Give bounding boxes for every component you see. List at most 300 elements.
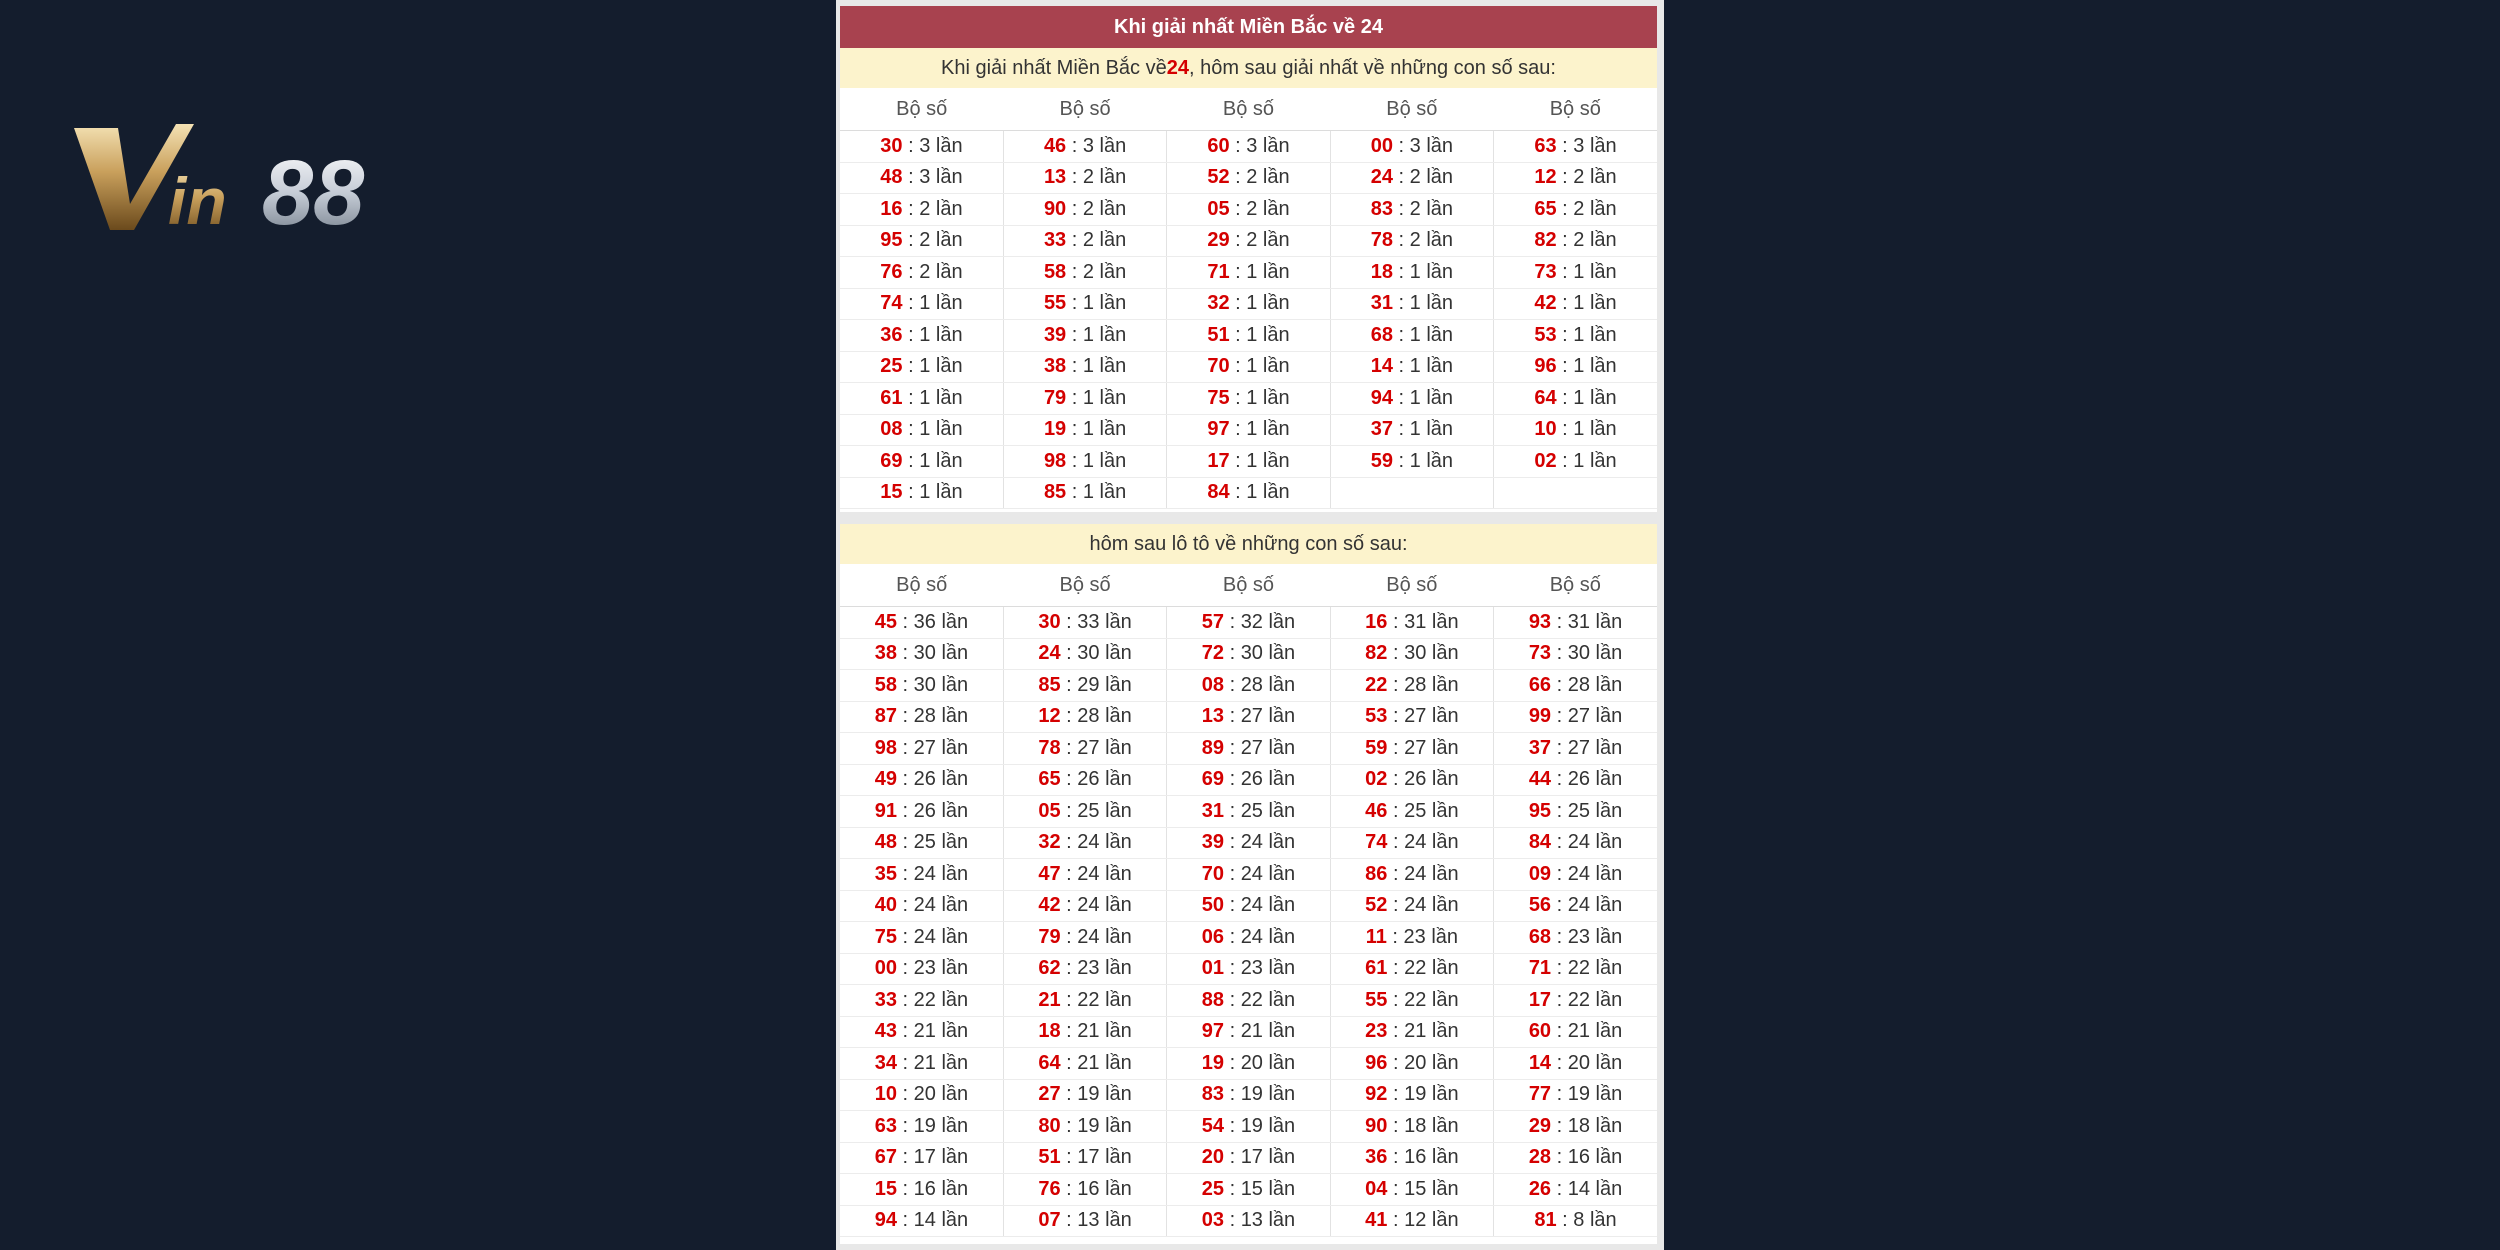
vin88-logo bbox=[72, 118, 452, 248]
lottery-number: 43 bbox=[874, 1020, 897, 1043]
number-cell: 78 : 2 lần bbox=[1330, 225, 1493, 257]
section-subtitle bbox=[840, 48, 1657, 88]
lottery-number: 86 bbox=[1365, 862, 1388, 885]
number-cell: 49 : 26 lần bbox=[840, 764, 1003, 796]
number-cell: 20 : 17 lần bbox=[1167, 1142, 1330, 1174]
occurrence-count: 19 lần bbox=[1404, 1083, 1459, 1106]
occurrence-count: 28 lần bbox=[1404, 673, 1459, 696]
occurrence-count: 24 lần bbox=[1240, 862, 1296, 885]
table-row bbox=[840, 827, 1657, 859]
number-cell: 99 : 27 lần bbox=[1494, 701, 1657, 733]
occurrence-count: 26 lần bbox=[913, 799, 969, 822]
lottery-number: 38 bbox=[874, 642, 897, 665]
occurrence-count: 19 lần bbox=[1240, 1114, 1296, 1137]
occurrence-count: 2 lần bbox=[1082, 260, 1127, 283]
lottery-number: 57 bbox=[1201, 610, 1225, 633]
occurrence-count: 30 lần bbox=[1077, 642, 1132, 665]
lottery-number: 54 bbox=[1201, 1114, 1225, 1137]
occurrence-count: 23 lần bbox=[1567, 925, 1623, 948]
number-cell: 38 : 1 lần bbox=[1003, 351, 1166, 383]
lottery-number: 14 bbox=[1370, 355, 1393, 378]
lottery-number: 18 bbox=[1370, 260, 1393, 283]
number-cell: 89 : 27 lần bbox=[1167, 733, 1330, 765]
occurrence-count: 32 lần bbox=[1240, 610, 1296, 633]
occurrence-count: 22 lần bbox=[1240, 988, 1296, 1011]
table-row bbox=[840, 288, 1657, 320]
occurrence-count: 23 lần bbox=[913, 957, 969, 980]
occurrence-count: 26 lần bbox=[1567, 768, 1623, 791]
occurrence-count: 24 lần bbox=[1567, 862, 1623, 885]
lottery-number: 68 bbox=[1528, 925, 1552, 948]
occurrence-count: 2 lần bbox=[919, 260, 963, 283]
table-row bbox=[840, 446, 1657, 478]
occurrence-count: 16 lần bbox=[1077, 1177, 1132, 1200]
lo-to-table bbox=[840, 564, 1657, 1237]
occurrence-count: 33 lần bbox=[1077, 610, 1132, 633]
number-cell: 04 : 15 lần bbox=[1330, 1174, 1493, 1206]
lottery-number: 88 bbox=[1201, 988, 1225, 1011]
lottery-number: 76 bbox=[1038, 1177, 1061, 1200]
number-cell: 46 : 25 lần bbox=[1330, 796, 1493, 828]
table-row bbox=[840, 953, 1657, 985]
number-cell: 36 : 16 lần bbox=[1330, 1142, 1493, 1174]
occurrence-count: 1 lần bbox=[1573, 292, 1617, 315]
lottery-number: 36 bbox=[880, 323, 903, 346]
column-header: Bộ số bbox=[1330, 88, 1493, 131]
number-cell: 46 : 3 lần bbox=[1003, 131, 1166, 163]
lottery-number: 71 bbox=[1207, 260, 1230, 283]
number-cell: 63 : 19 lần bbox=[840, 1111, 1003, 1143]
number-cell: 00 : 3 lần bbox=[1330, 131, 1493, 163]
number-cell: 37 : 1 lần bbox=[1330, 414, 1493, 446]
lottery-number: 34 bbox=[874, 1051, 897, 1074]
number-cell: 96 : 1 lần bbox=[1494, 351, 1657, 383]
table-row bbox=[840, 1016, 1657, 1048]
occurrence-count: 18 lần bbox=[1404, 1114, 1459, 1137]
occurrence-count: 13 lần bbox=[1240, 1209, 1296, 1232]
lottery-number: 30 bbox=[880, 134, 903, 157]
lottery-number: 23 bbox=[1365, 1020, 1388, 1043]
number-cell: 53 : 27 lần bbox=[1330, 701, 1493, 733]
column-header: Bộ số bbox=[1003, 564, 1166, 607]
occurrence-count: 28 lần bbox=[1240, 673, 1296, 696]
lottery-number: 00 bbox=[874, 957, 897, 980]
lottery-number: 09 bbox=[1528, 862, 1552, 885]
lottery-number: 90 bbox=[1043, 197, 1067, 220]
occurrence-count: 3 lần bbox=[1246, 134, 1290, 157]
column-header: Bộ số bbox=[840, 88, 1003, 131]
lottery-number: 48 bbox=[874, 831, 897, 854]
number-cell: 93 : 31 lần bbox=[1494, 607, 1657, 639]
lottery-number: 97 bbox=[1207, 418, 1230, 441]
occurrence-count: 1 lần bbox=[919, 323, 963, 346]
number-cell: 13 : 27 lần bbox=[1167, 701, 1330, 733]
number-cell: 86 : 24 lần bbox=[1330, 859, 1493, 891]
number-cell: 17 : 22 lần bbox=[1494, 985, 1657, 1017]
number-cell: 08 : 1 lần bbox=[840, 414, 1003, 446]
lottery-number: 36 bbox=[1365, 1146, 1388, 1169]
occurrence-count: 2 lần bbox=[1573, 197, 1617, 220]
number-cell: 14 : 20 lần bbox=[1494, 1048, 1657, 1080]
number-cell: 75 : 1 lần bbox=[1167, 383, 1330, 415]
number-cell: 61 : 22 lần bbox=[1330, 953, 1493, 985]
number-cell: 98 : 27 lần bbox=[840, 733, 1003, 765]
number-cell: 12 : 28 lần bbox=[1003, 701, 1166, 733]
occurrence-count: 21 lần bbox=[913, 1051, 969, 1074]
table-row bbox=[840, 733, 1657, 765]
column-header: Bộ số bbox=[1003, 88, 1166, 131]
number-cell: 95 : 25 lần bbox=[1494, 796, 1657, 828]
number-cell: 54 : 19 lần bbox=[1167, 1111, 1330, 1143]
number-cell: 15 : 1 lần bbox=[840, 477, 1003, 509]
occurrence-count: 2 lần bbox=[1246, 229, 1290, 252]
number-cell: 39 : 1 lần bbox=[1003, 320, 1166, 352]
number-cell: 35 : 24 lần bbox=[840, 859, 1003, 891]
occurrence-count: 20 lần bbox=[1567, 1051, 1623, 1074]
number-cell: 18 : 21 lần bbox=[1003, 1016, 1166, 1048]
lottery-number: 65 bbox=[1038, 768, 1061, 791]
number-cell: 97 : 21 lần bbox=[1167, 1016, 1330, 1048]
lottery-number: 75 bbox=[1207, 386, 1230, 409]
lottery-number: 63 bbox=[1534, 134, 1557, 157]
number-cell: 71 : 22 lần bbox=[1494, 953, 1657, 985]
occurrence-count: 28 lần bbox=[1567, 673, 1623, 696]
occurrence-count: 20 lần bbox=[1240, 1051, 1296, 1074]
occurrence-count: 2 lần bbox=[1082, 166, 1127, 189]
occurrence-count: 1 lần bbox=[1246, 386, 1290, 409]
occurrence-count: 16 lần bbox=[1404, 1146, 1459, 1169]
number-cell: 08 : 28 lần bbox=[1167, 670, 1330, 702]
occurrence-count: 21 lần bbox=[913, 1020, 969, 1043]
lottery-number: 97 bbox=[1201, 1020, 1225, 1043]
occurrence-count: 30 lần bbox=[1567, 642, 1623, 665]
number-cell: 74 : 1 lần bbox=[840, 288, 1003, 320]
lottery-number: 10 bbox=[874, 1083, 897, 1106]
occurrence-count: 18 lần bbox=[1567, 1114, 1623, 1137]
number-cell: 05 : 25 lần bbox=[1003, 796, 1166, 828]
occurrence-count: 1 lần bbox=[1246, 481, 1290, 504]
occurrence-count: 19 lần bbox=[913, 1114, 969, 1137]
lottery-number: 69 bbox=[880, 449, 903, 472]
table-row bbox=[840, 890, 1657, 922]
lottery-number: 07 bbox=[1038, 1209, 1061, 1232]
lottery-number: 74 bbox=[1365, 831, 1388, 854]
lottery-number: 91 bbox=[874, 799, 897, 822]
lottery-number: 21 bbox=[1038, 988, 1061, 1011]
number-cell: 72 : 30 lần bbox=[1167, 638, 1330, 670]
occurrence-count: 25 lần bbox=[1404, 799, 1459, 822]
table-row bbox=[840, 764, 1657, 796]
number-cell bbox=[1494, 477, 1657, 509]
number-cell: 95 : 2 lần bbox=[840, 225, 1003, 257]
number-cell: 41 : 12 lần bbox=[1330, 1205, 1493, 1237]
occurrence-count: 15 lần bbox=[1404, 1177, 1459, 1200]
number-cell: 05 : 2 lần bbox=[1167, 194, 1330, 226]
lottery-number: 25 bbox=[880, 355, 903, 378]
lottery-number: 71 bbox=[1528, 957, 1552, 980]
number-cell: 79 : 24 lần bbox=[1003, 922, 1166, 954]
lottery-number: 16 bbox=[1365, 610, 1388, 633]
number-cell: 97 : 1 lần bbox=[1167, 414, 1330, 446]
lottery-number: 58 bbox=[1043, 260, 1067, 283]
lottery-number: 74 bbox=[880, 292, 903, 315]
lottery-number: 26 bbox=[1528, 1177, 1552, 1200]
number-cell: 32 : 24 lần bbox=[1003, 827, 1166, 859]
occurrence-count: 1 lần bbox=[1409, 386, 1454, 409]
occurrence-count: 30 lần bbox=[1240, 642, 1296, 665]
occurrence-count: 1 lần bbox=[919, 449, 963, 472]
occurrence-count: 24 lần bbox=[913, 925, 969, 948]
lottery-number: 28 bbox=[1528, 1146, 1552, 1169]
occurrence-count: 23 lần bbox=[1403, 925, 1459, 948]
occurrence-count: 1 lần bbox=[1573, 260, 1617, 283]
lottery-number: 10 bbox=[1534, 418, 1557, 441]
occurrence-count: 1 lần bbox=[1082, 449, 1127, 472]
number-cell: 76 : 2 lần bbox=[840, 257, 1003, 289]
number-cell: 84 : 24 lần bbox=[1494, 827, 1657, 859]
number-cell: 12 : 2 lần bbox=[1494, 162, 1657, 194]
lottery-number: 79 bbox=[1038, 925, 1061, 948]
table-row bbox=[840, 670, 1657, 702]
occurrence-count: 24 lần bbox=[1077, 925, 1132, 948]
lottery-number: 31 bbox=[1201, 799, 1225, 822]
lottery-number: 41 bbox=[1365, 1209, 1388, 1232]
occurrence-count: 31 lần bbox=[1567, 610, 1623, 633]
lottery-number: 19 bbox=[1201, 1051, 1225, 1074]
number-cell: 67 : 17 lần bbox=[840, 1142, 1003, 1174]
occurrence-count: 21 lần bbox=[1077, 1051, 1132, 1074]
number-cell: 96 : 20 lần bbox=[1330, 1048, 1493, 1080]
section-title: Khi giải nhất Miền Bắc về 24 bbox=[840, 6, 1657, 48]
lottery-number: 37 bbox=[1370, 418, 1393, 441]
occurrence-count: 1 lần bbox=[1246, 260, 1290, 283]
number-cell: 38 : 30 lần bbox=[840, 638, 1003, 670]
number-cell: 84 : 1 lần bbox=[1167, 477, 1330, 509]
table-row bbox=[840, 257, 1657, 289]
number-cell: 16 : 31 lần bbox=[1330, 607, 1493, 639]
number-cell: 75 : 24 lần bbox=[840, 922, 1003, 954]
number-cell: 73 : 1 lần bbox=[1494, 257, 1657, 289]
occurrence-count: 1 lần bbox=[1573, 418, 1617, 441]
lottery-number: 01 bbox=[1201, 957, 1225, 980]
occurrence-count: 1 lần bbox=[1246, 355, 1290, 378]
number-cell: 19 : 1 lần bbox=[1003, 414, 1166, 446]
lottery-number: 70 bbox=[1207, 355, 1230, 378]
number-cell: 02 : 26 lần bbox=[1330, 764, 1493, 796]
lottery-number: 44 bbox=[1528, 768, 1552, 791]
lottery-number: 03 bbox=[1201, 1209, 1225, 1232]
lottery-number: 33 bbox=[874, 988, 897, 1011]
occurrence-count: 27 lần bbox=[1404, 705, 1459, 728]
number-cell: 00 : 23 lần bbox=[840, 953, 1003, 985]
lottery-number: 96 bbox=[1534, 355, 1557, 378]
first-prize-table bbox=[840, 88, 1657, 509]
occurrence-count: 24 lần bbox=[1077, 831, 1132, 854]
lottery-number: 39 bbox=[1043, 323, 1067, 346]
number-cell: 58 : 2 lần bbox=[1003, 257, 1166, 289]
number-cell: 51 : 1 lần bbox=[1167, 320, 1330, 352]
number-cell: 92 : 19 lần bbox=[1330, 1079, 1493, 1111]
number-cell: 56 : 24 lần bbox=[1494, 890, 1657, 922]
lottery-number: 11 bbox=[1365, 925, 1387, 948]
number-cell: 43 : 21 lần bbox=[840, 1016, 1003, 1048]
number-cell: 66 : 28 lần bbox=[1494, 670, 1657, 702]
occurrence-count: 1 lần bbox=[1409, 323, 1454, 346]
occurrence-count: 21 lần bbox=[1567, 1020, 1623, 1043]
lottery-number: 85 bbox=[1043, 481, 1067, 504]
occurrence-count: 3 lần bbox=[919, 134, 963, 157]
lottery-number: 05 bbox=[1207, 197, 1230, 220]
lottery-number: 17 bbox=[1207, 449, 1230, 472]
lottery-number: 35 bbox=[874, 862, 897, 885]
number-cell: 11 : 23 lần bbox=[1330, 922, 1493, 954]
number-cell: 15 : 16 lần bbox=[840, 1174, 1003, 1206]
lottery-number: 62 bbox=[1038, 957, 1061, 980]
lottery-number: 95 bbox=[1528, 799, 1552, 822]
lottery-number: 05 bbox=[1038, 799, 1061, 822]
lottery-number: 69 bbox=[1201, 768, 1225, 791]
occurrence-count: 2 lần bbox=[919, 229, 963, 252]
lottery-number: 94 bbox=[874, 1209, 897, 1232]
lottery-number: 46 bbox=[1043, 134, 1067, 157]
occurrence-count: 20 lần bbox=[1404, 1051, 1459, 1074]
number-cell: 42 : 1 lần bbox=[1494, 288, 1657, 320]
occurrence-count: 25 lần bbox=[1567, 799, 1623, 822]
occurrence-count: 27 lần bbox=[1240, 705, 1296, 728]
number-cell: 85 : 1 lần bbox=[1003, 477, 1166, 509]
number-cell: 07 : 13 lần bbox=[1003, 1205, 1166, 1237]
lottery-number: 29 bbox=[1528, 1114, 1552, 1137]
lottery-number: 29 bbox=[1207, 229, 1230, 252]
table-row bbox=[840, 225, 1657, 257]
lottery-number: 51 bbox=[1038, 1146, 1061, 1169]
occurrence-count: 27 lần bbox=[1077, 736, 1132, 759]
number-cell: 94 : 1 lần bbox=[1330, 383, 1493, 415]
table-row bbox=[840, 383, 1657, 415]
occurrence-count: 14 lần bbox=[913, 1209, 969, 1232]
table-row bbox=[840, 131, 1657, 163]
lottery-number: 80 bbox=[1038, 1114, 1061, 1137]
number-cell: 65 : 2 lần bbox=[1494, 194, 1657, 226]
occurrence-count: 19 lần bbox=[1567, 1083, 1623, 1106]
table-row bbox=[840, 985, 1657, 1017]
occurrence-count: 28 lần bbox=[913, 705, 969, 728]
lottery-number: 58 bbox=[874, 673, 897, 696]
occurrence-count: 22 lần bbox=[1404, 988, 1459, 1011]
lottery-number: 96 bbox=[1365, 1051, 1388, 1074]
occurrence-count: 26 lần bbox=[1404, 768, 1459, 791]
lottery-number: 06 bbox=[1201, 925, 1225, 948]
lottery-number: 25 bbox=[1201, 1177, 1225, 1200]
lottery-number: 59 bbox=[1365, 736, 1388, 759]
lottery-number: 61 bbox=[880, 386, 903, 409]
number-cell: 31 : 25 lần bbox=[1167, 796, 1330, 828]
occurrence-count: 16 lần bbox=[913, 1177, 969, 1200]
occurrence-count: 21 lần bbox=[1077, 1020, 1132, 1043]
number-cell: 14 : 1 lần bbox=[1330, 351, 1493, 383]
occurrence-count: 2 lần bbox=[919, 197, 963, 220]
number-cell: 90 : 18 lần bbox=[1330, 1111, 1493, 1143]
occurrence-count: 23 lần bbox=[1077, 957, 1132, 980]
number-cell: 79 : 1 lần bbox=[1003, 383, 1166, 415]
table-row bbox=[840, 194, 1657, 226]
occurrence-count: 19 lần bbox=[1240, 1083, 1296, 1106]
lottery-number: 14 bbox=[1528, 1051, 1552, 1074]
occurrence-count: 21 lần bbox=[1240, 1020, 1296, 1043]
number-cell: 22 : 28 lần bbox=[1330, 670, 1493, 702]
lottery-number: 49 bbox=[874, 768, 897, 791]
occurrence-count: 1 lần bbox=[1246, 323, 1290, 346]
number-cell: 25 : 1 lần bbox=[840, 351, 1003, 383]
table-row bbox=[840, 162, 1657, 194]
number-cell: 58 : 30 lần bbox=[840, 670, 1003, 702]
subtitle-text: Khi giải nhất Miền Bắc về bbox=[941, 56, 1167, 79]
number-cell: 73 : 30 lần bbox=[1494, 638, 1657, 670]
number-cell: 21 : 22 lần bbox=[1003, 985, 1166, 1017]
occurrence-count: 16 lần bbox=[1567, 1146, 1623, 1169]
subtitle-highlight: 24 bbox=[1166, 56, 1189, 79]
number-cell: 69 : 26 lần bbox=[1167, 764, 1330, 796]
occurrence-count: 25 lần bbox=[913, 831, 969, 854]
lottery-number: 13 bbox=[1201, 705, 1225, 728]
number-cell: 83 : 2 lần bbox=[1330, 194, 1493, 226]
number-cell: 29 : 18 lần bbox=[1494, 1111, 1657, 1143]
lottery-number: 47 bbox=[1038, 862, 1061, 885]
number-cell: 01 : 23 lần bbox=[1167, 953, 1330, 985]
lottery-number: 18 bbox=[1038, 1020, 1061, 1043]
lottery-number: 93 bbox=[1528, 610, 1552, 633]
lottery-number: 68 bbox=[1370, 323, 1393, 346]
occurrence-count: 26 lần bbox=[1240, 768, 1296, 791]
number-cell: 77 : 19 lần bbox=[1494, 1079, 1657, 1111]
number-cell: 19 : 20 lần bbox=[1167, 1048, 1330, 1080]
lottery-number: 12 bbox=[1038, 705, 1061, 728]
number-cell: 62 : 23 lần bbox=[1003, 953, 1166, 985]
occurrence-count: 27 lần bbox=[1404, 736, 1459, 759]
occurrence-count: 1 lần bbox=[1409, 418, 1454, 441]
column-header: Bộ số bbox=[840, 564, 1003, 607]
lottery-number: 76 bbox=[880, 260, 903, 283]
occurrence-count: 29 lần bbox=[1077, 673, 1132, 696]
lottery-number: 32 bbox=[1038, 831, 1061, 854]
occurrence-count: 19 lần bbox=[1077, 1083, 1132, 1106]
occurrence-count: 1 lần bbox=[1246, 418, 1290, 441]
number-cell: 44 : 26 lần bbox=[1494, 764, 1657, 796]
number-cell: 42 : 24 lần bbox=[1003, 890, 1166, 922]
occurrence-count: 36 lần bbox=[913, 610, 969, 633]
number-cell: 55 : 1 lần bbox=[1003, 288, 1166, 320]
occurrence-count: 21 lần bbox=[1404, 1020, 1459, 1043]
occurrence-count: 2 lần bbox=[1082, 197, 1127, 220]
lottery-number: 63 bbox=[874, 1114, 897, 1137]
lottery-number: 73 bbox=[1534, 260, 1557, 283]
occurrence-count: 2 lần bbox=[1409, 197, 1454, 220]
number-cell: 64 : 21 lần bbox=[1003, 1048, 1166, 1080]
occurrence-count: 30 lần bbox=[1404, 642, 1459, 665]
number-cell: 53 : 1 lần bbox=[1494, 320, 1657, 352]
number-cell: 70 : 1 lần bbox=[1167, 351, 1330, 383]
occurrence-count: 17 lần bbox=[1240, 1146, 1296, 1169]
number-cell: 39 : 24 lần bbox=[1167, 827, 1330, 859]
lottery-number: 90 bbox=[1365, 1114, 1388, 1137]
lottery-number: 66 bbox=[1528, 673, 1552, 696]
occurrence-count: 24 lần bbox=[1077, 862, 1132, 885]
number-cell: 68 : 23 lần bbox=[1494, 922, 1657, 954]
lottery-number: 82 bbox=[1534, 229, 1557, 252]
occurrence-count: 20 lần bbox=[913, 1083, 969, 1106]
occurrence-count: 27 lần bbox=[1567, 736, 1623, 759]
occurrence-count: 1 lần bbox=[1409, 449, 1454, 472]
